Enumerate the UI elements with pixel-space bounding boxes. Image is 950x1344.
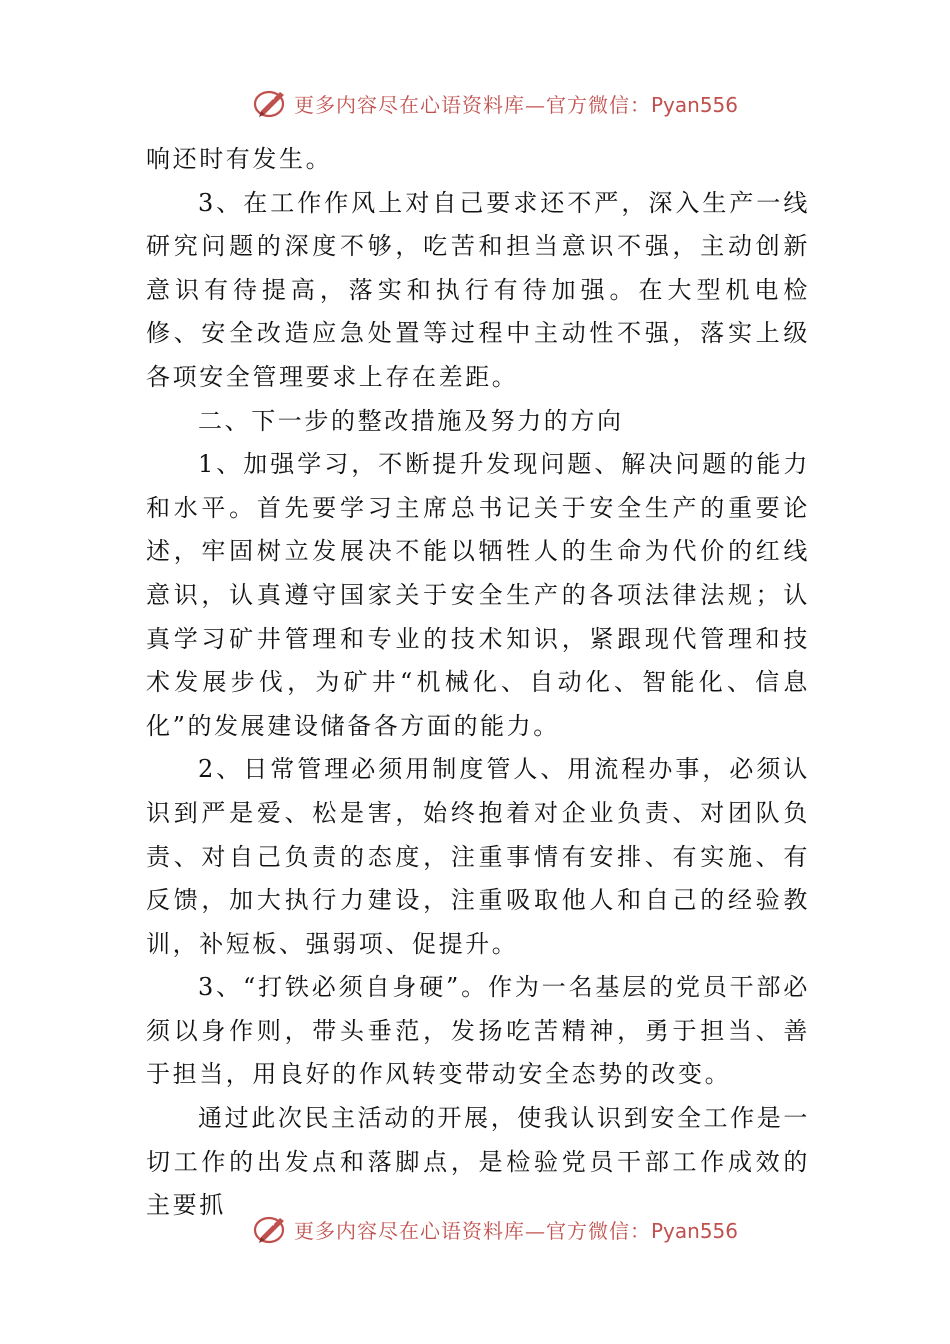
banner-text: 更多内容尽在心语资料库—官方微信：Pyan556 bbox=[293, 1218, 738, 1243]
section-heading: 二、下一步的整改措施及努力的方向 bbox=[198, 406, 624, 435]
footer-banner bbox=[0, 1209, 950, 1249]
header-banner bbox=[0, 83, 950, 123]
pen-logo-icon bbox=[252, 86, 290, 120]
wechat-id: Pyan556 bbox=[650, 1218, 738, 1243]
document-body bbox=[146, 138, 810, 1228]
paragraph: 3、“打铁必须自身硬”。作为一名基层的党员干部必须以身作则，带头垂范，发扬吃苦精神，勇于担当、善于担当，用良好的作风转变带动安全态势的改变。 bbox=[146, 973, 810, 1089]
banner-text: 更多内容尽在心语资料库—官方微信：Pyan556 bbox=[293, 92, 738, 117]
paragraph: 2、日常管理必须用制度管人、用流程办事，必须认识到严是爱、松是害，始终抱着对企业负责、对团队负责、对自己负责的态度，注重事情有安排、有实施、有反馈，加大执行力建设，注重吸取他人和自己的经验教训，补短板、强弱项、促提升。 bbox=[146, 755, 810, 958]
pen-logo-icon bbox=[252, 1212, 290, 1246]
wechat-id: Pyan556 bbox=[650, 92, 738, 117]
paragraph: 1、加强学习，不断提升发现问题、解决问题的能力和水平。首先要学习主席总书记关于安全生产的重要论述，牢固树立发展决不能以牺牲人的生命为代价的红线意识，认真遵守国家关于安全生产的各项法律法规；认真学习矿井管理和专业的技术知识，紧跟现代管理和技术发展步伐，为矿井“机械化、自动化、智能化、信息化”的发展建设储备各方面的能力。 bbox=[146, 450, 810, 740]
paragraph: 3、在工作作风上对自己要求还不严，深入生产一线研究问题的深度不够，吃苦和担当意识不强，主动创新意识有待提高，落实和执行有待加强。在大型机电检修、安全改造应急处置等过程中主动性不强，落实上级各项安全管理要求上存在差距。 bbox=[146, 188, 810, 391]
paragraph: 响还时有发生。 bbox=[146, 145, 333, 173]
paragraph: 通过此次民主活动的开展，使我认识到安全工作是一切工作的出发点和落脚点，是检验党员干部工作成效的主要抓 bbox=[146, 1104, 810, 1220]
